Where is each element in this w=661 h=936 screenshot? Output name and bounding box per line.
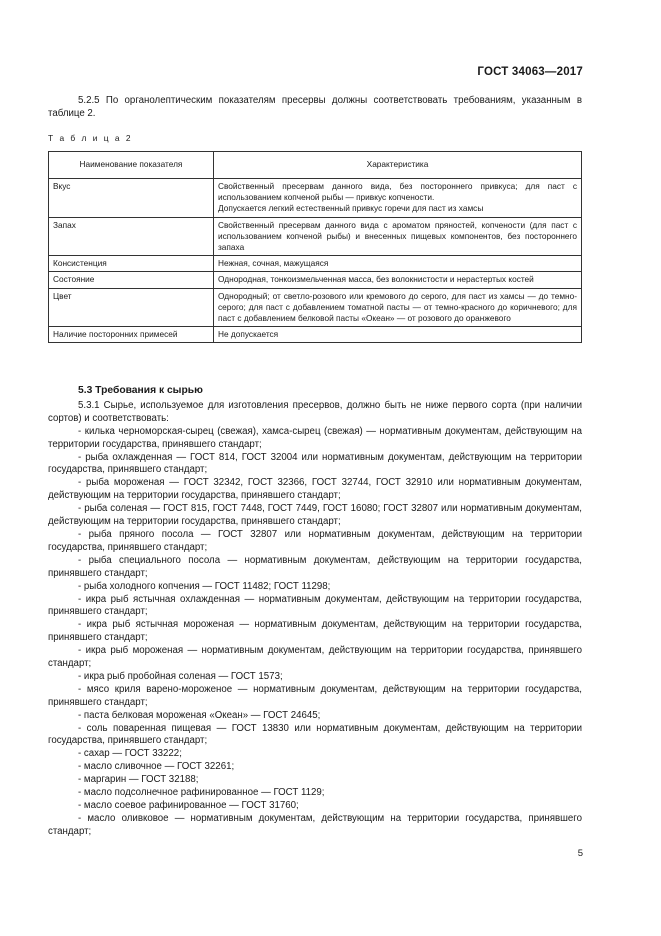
list-item: - икра рыб ястычная охлажденная — нормативным документам, действующим на территории государства, принявшего стандарт;: [48, 593, 582, 618]
row-value: [214, 217, 582, 256]
list-item: - рыба мороженая — ГОСТ 32342, ГОСТ 32366, ГОСТ 32744, ГОСТ 32910 или нормативным документам, действующим на территории государства, принявшего стандарт;: [48, 477, 582, 502]
row-value: [214, 288, 582, 327]
requirements-table: [48, 151, 582, 343]
list-item: - рыба пряного посола — ГОСТ 32807 или нормативным документам, действующим на территории государства, принявшего стандарт;: [48, 528, 582, 553]
row-value: [214, 272, 582, 288]
row-name: Состояние: [49, 272, 214, 288]
page-number: 5: [577, 848, 583, 859]
row-value-line: Допускается легкий естественный привкус горечи для паст из хамсы: [218, 203, 484, 214]
list-item: - соль поваренная пищевая — ГОСТ 13830 или нормативным документам, действующим на территории государства, принявшего стандарт;: [48, 722, 582, 747]
table-row: [49, 256, 582, 272]
row-name: Наличие посторонних примесей: [49, 327, 214, 343]
row-value-line: Не допускается: [218, 329, 279, 340]
table-row: [49, 217, 582, 256]
table-caption: Т а б л и ц а 2: [48, 133, 133, 143]
list-item: - рыба специального посола — нормативным документам, действующим на территории государства, принявшего стандарт;: [48, 554, 582, 579]
list-item: - рыба охлажденная — ГОСТ 814, ГОСТ 32004 или нормативным документам, действующим на территории государства, принявшего стандарт;: [48, 451, 582, 476]
row-value-line: Свойственный пресервам данного вида, без постороннего привкуса; для паст с использованием копченой рыбы — привкус копчености.: [218, 181, 577, 203]
header-indicator: Наименование показателя: [49, 152, 214, 179]
table-row: [49, 288, 582, 327]
row-value: [214, 327, 582, 343]
list-item: - мясо криля варено-мороженое — нормативным документам, действующим на территории государства, принявшего стандарт;: [48, 683, 582, 708]
intro-paragraph-block: [48, 95, 582, 121]
list-item: - масло сливочное — ГОСТ 32261;: [78, 761, 235, 773]
intro-paragraph: 5.2.5 По органолептическим показателям пресервы должны соответствовать требованиям, указанным в таблице 2.: [48, 95, 582, 119]
list-item: - рыба холодного копчения — ГОСТ 11482; ГОСТ 11298;: [78, 580, 331, 592]
table-row: [49, 179, 582, 218]
row-value-line: Однородный; от светло-розового или кремового до серого, для паст из хамсы — до темно-серого; для паст с добавлением томатной пасты — от темно-красного до коричневого; для паст с добавлением белковой пасты «Океан» — от розового до оранжевого: [218, 290, 577, 324]
row-value-line: Однородная, тонкоизмельченная масса, без волокнистости и нерастертых костей: [218, 274, 534, 285]
table-row: [49, 327, 582, 343]
standard-number: ГОСТ 34063—2017: [477, 66, 583, 78]
row-value: [214, 179, 582, 218]
requirements-list: [48, 426, 582, 839]
row-name: Запах: [49, 217, 214, 256]
row-value: [214, 256, 582, 272]
list-item: - сахар — ГОСТ 33222;: [78, 748, 182, 760]
list-item: - масло оливковое — нормативным документам, действующим на территории государства, принявшего стандарт;: [48, 812, 582, 837]
list-item: - икра рыб мороженая — нормативным документам, действующим на территории государства, принявшего стандарт;: [48, 645, 582, 670]
list-item: - икра рыб ястычная мороженая — нормативным документам, действующим на территории государства, принявшего стандарт;: [48, 619, 582, 644]
list-item: - масло подсолнечное рафинированное — ГОСТ 1129;: [78, 787, 325, 799]
list-item: - икра рыб пробойная соленая — ГОСТ 1573;: [78, 670, 283, 682]
section-intro: 5.3.1 Сырье, используемое для изготовления пресервов, должно быть не ниже первого сорта (при наличии сортов) и соответствовать:: [48, 399, 582, 424]
row-value-line: Нежная, сочная, мажущаяся: [218, 258, 329, 269]
table-header-row: [49, 152, 582, 179]
section-title: 5.3 Требования к сырью: [78, 385, 203, 396]
list-item: - рыба соленая — ГОСТ 815, ГОСТ 7448, ГОСТ 7449, ГОСТ 16080; ГОСТ 32807 или нормативным документам, действующим на территории государства, принявшего стандарт;: [48, 503, 582, 528]
row-name: Цвет: [49, 288, 214, 327]
row-name: Вкус: [49, 179, 214, 218]
list-item: - паста белковая мороженая «Океан» — ГОСТ 24645;: [78, 709, 321, 721]
list-item: - маргарин — ГОСТ 32188;: [78, 774, 199, 786]
table-row: [49, 272, 582, 288]
row-value-line: Свойственный пресервам данного вида с ароматом пряностей, копчености (для паст с использованием копченой рыбы) и внесенных пищевых компонентов, без постороннего запаха: [218, 219, 577, 253]
list-item: - масло соевое рафинированное — ГОСТ 31760;: [78, 800, 299, 811]
header-characteristic: Характеристика: [214, 152, 582, 179]
raw-materials-section: [48, 385, 582, 839]
list-item: - килька черноморская-сырец (свежая), хамса-сырец (свежая) — нормативным документам, действующим на территории государства, принявшего стандарт;: [48, 425, 582, 450]
row-name: Консистенция: [49, 256, 214, 272]
